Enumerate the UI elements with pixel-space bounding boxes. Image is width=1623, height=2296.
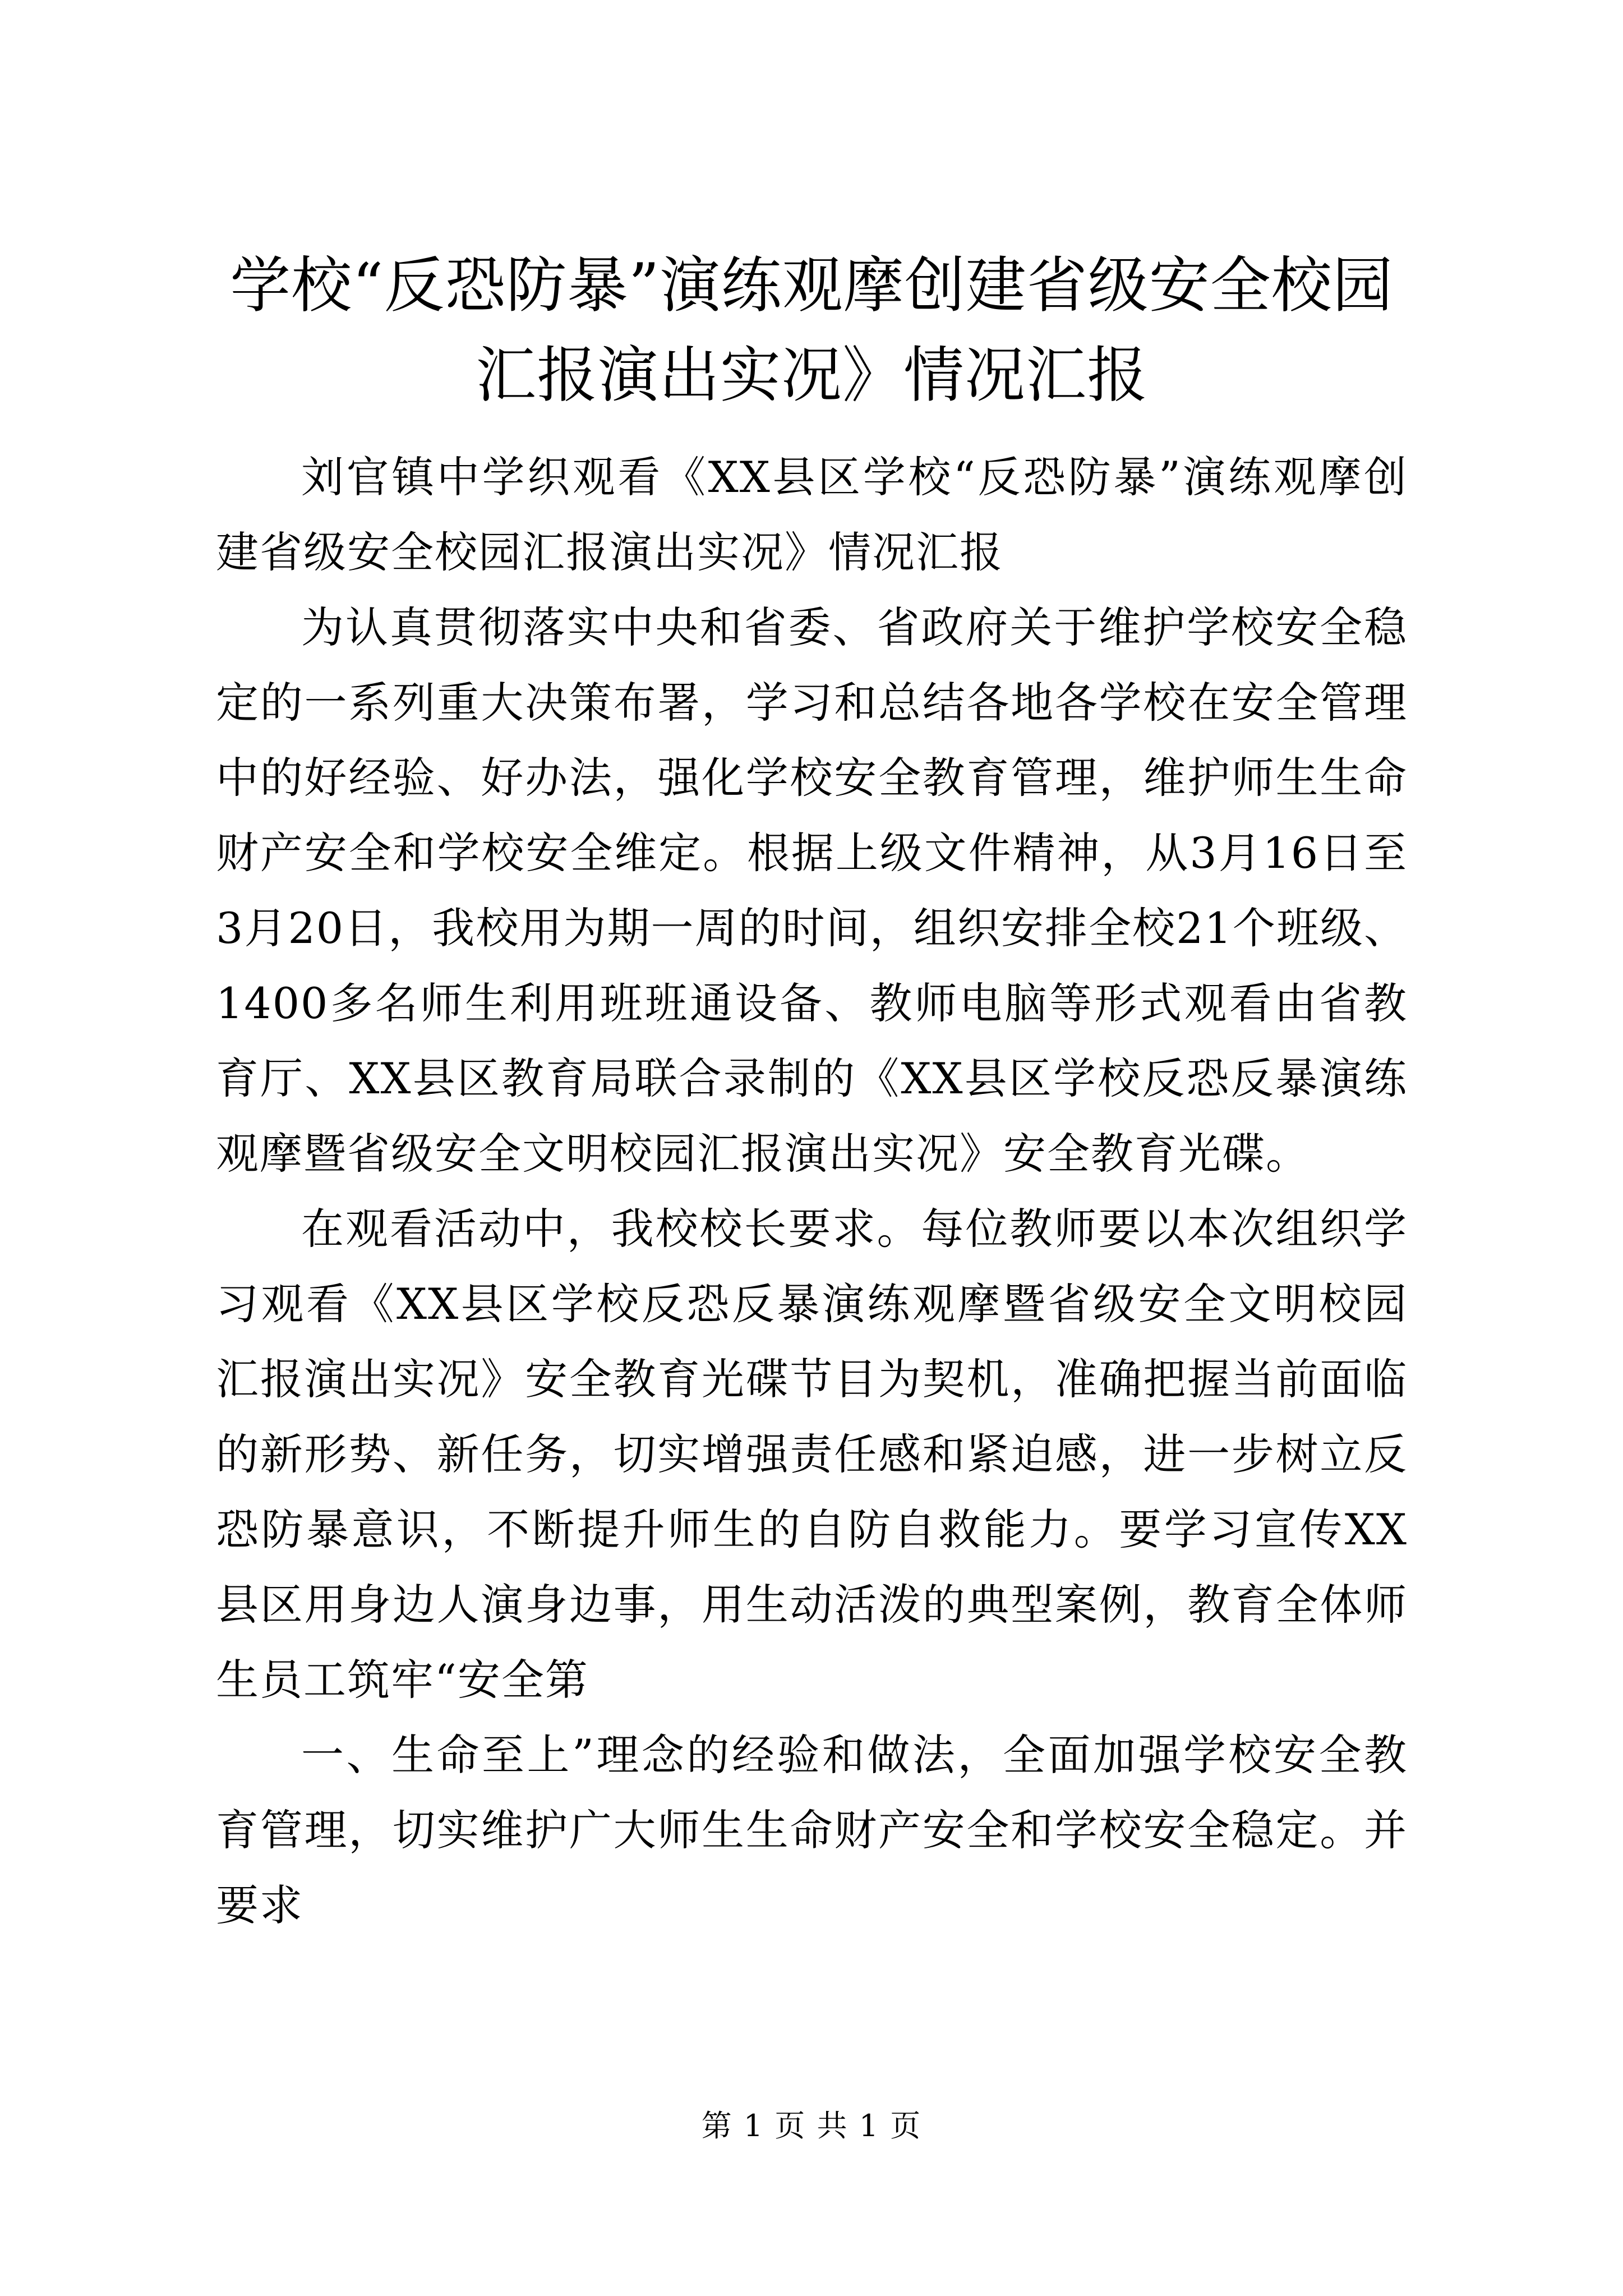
title-line-1: 学校“反恐防暴”演练观摩创建省级安全校园 xyxy=(230,251,1394,321)
document-body xyxy=(216,440,1408,1943)
paragraph-background: 为认真贯彻落实中央和省委、省政府关于维护学校安全稳定的一系列重大决策布署，学习和总结各地各学校在安全管理中的好经验、好办法，强化学校安全教育管理，维护师生生命财产安全和学校安全维定。根据上级文件精神，从3月16日至3月20日，我校用为期一周的时间，组织安排全校21个班级、1400多名师生利用班班通设备、教师电脑等形式观看由省教育厅、XX县区教育局联合录制的《XX县区学校反恐反暴演练观摩暨省级安全文明校园汇报演出实况》安全教育光碟。 xyxy=(216,602,1408,1179)
document-content xyxy=(216,241,1408,1943)
paragraph-continuation: 一、生命至上”理念的经验和做法，全面加强学校安全教育管理，切实维护广大师生生命财产安全和学校安全稳定。并要求 xyxy=(216,1730,1408,1930)
page-footer: 第 1 页 共 1 页 xyxy=(701,2108,922,2143)
paragraph-requirements: 在观看活动中，我校校长要求。每位教师要以本次组织学习观看《XX县区学校反恐反暴演练观摩暨省级安全文明校园汇报演出实况》安全教育光碟节目为契机，准确把握当前面临的新形势、新任务，切实增强责任感和紧迫感，进一步树立反恐防暴意识，不断提升师生的自防自救能力。要学习宣传XX县区用身边人演身边事，用生动活泼的典型案例，教育全体师生员工筑牢“安全第 xyxy=(216,1204,1408,1705)
title-line-2: 汇报演出实况》情况汇报 xyxy=(475,341,1148,411)
document-title xyxy=(216,241,1408,421)
paragraph-intro: 刘官镇中学织观看《XX县区学校“反恐防暴”演练观摩创建省级安全校园汇报演出实况》情况汇报 xyxy=(216,452,1408,577)
